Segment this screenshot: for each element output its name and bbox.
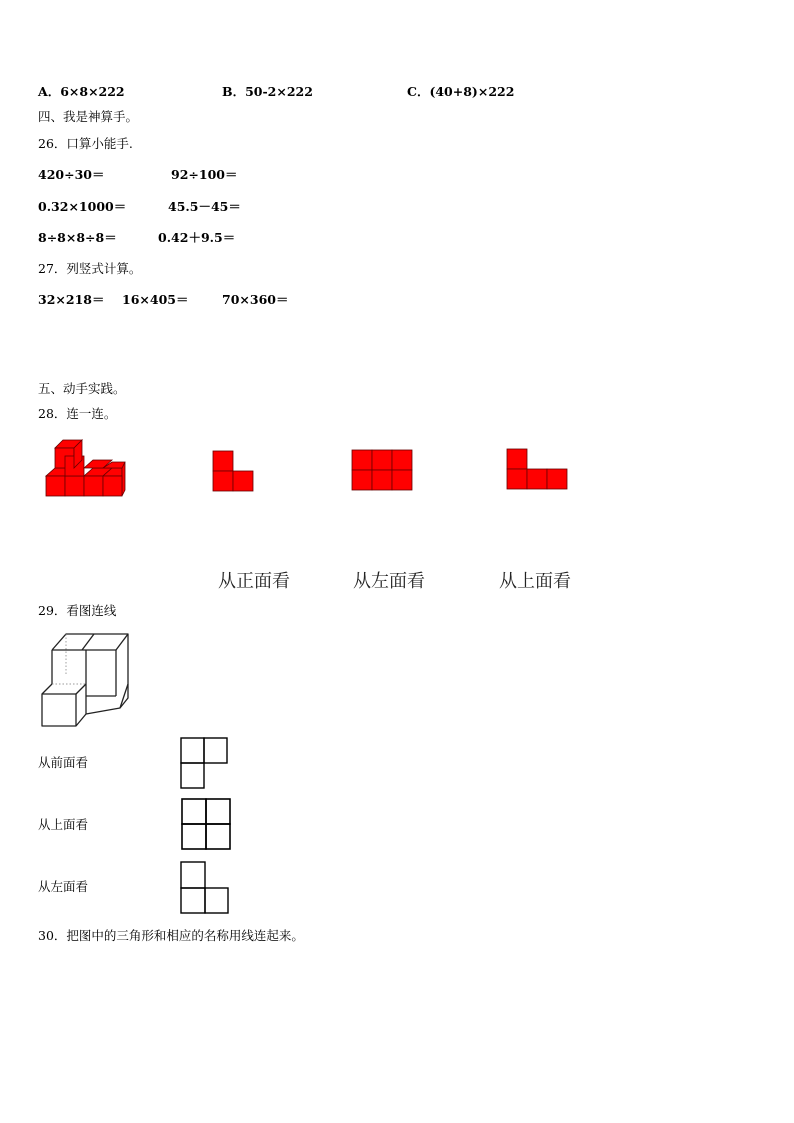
q26-item: 0.42＋9.5＝ [158, 230, 236, 245]
red-view-shape-3 [507, 449, 569, 491]
q26-item: 92÷100＝ [171, 167, 238, 182]
q26-item: 0.32×1000＝ [38, 199, 127, 214]
q26-item: 420÷30＝ [38, 167, 105, 182]
red-cube-solid-figure [46, 438, 126, 498]
q26-item: 8÷8×8÷8＝ [38, 230, 117, 245]
red-view-shape-2 [352, 450, 412, 490]
view-label-left: 从左面看 [353, 571, 425, 592]
option-a: A．6×8×222 [38, 84, 125, 99]
q29-title: 29．看图连线 [38, 603, 117, 618]
q28-title: 28．连一连。 [38, 406, 117, 421]
section-4-title: 四、我是神算手。 [38, 109, 139, 124]
view-label-top: 从上面看 [499, 571, 571, 592]
q27-item: 16×405＝ [122, 292, 189, 307]
red-view-shape-1 [213, 451, 255, 491]
q29-label-left: 从左面看 [38, 879, 89, 894]
q29-label-top: 从上面看 [38, 817, 89, 832]
front-view-grid [180, 737, 228, 789]
q26-title: 26．口算小能手. [38, 136, 133, 151]
option-b: B．50-2×222 [222, 84, 313, 99]
q30-title: 30．把图中的三角形和相应的名称用线连起来。 [38, 928, 304, 943]
q29-label-front: 从前面看 [38, 755, 89, 770]
left-view-grid [180, 861, 230, 915]
q26-item: 45.5－45＝ [168, 199, 241, 214]
top-view-grid [181, 798, 231, 850]
option-c: C．(40+8)×222 [407, 84, 515, 99]
view-label-front: 从正面看 [218, 571, 290, 592]
q27-item: 70×360＝ [222, 292, 289, 307]
section-5-title: 五、动手实践。 [38, 381, 126, 396]
q27-item: 32×218＝ [38, 292, 105, 307]
q27-title: 27．列竖式计算。 [38, 261, 142, 276]
line-cube-solid-figure [40, 632, 130, 728]
